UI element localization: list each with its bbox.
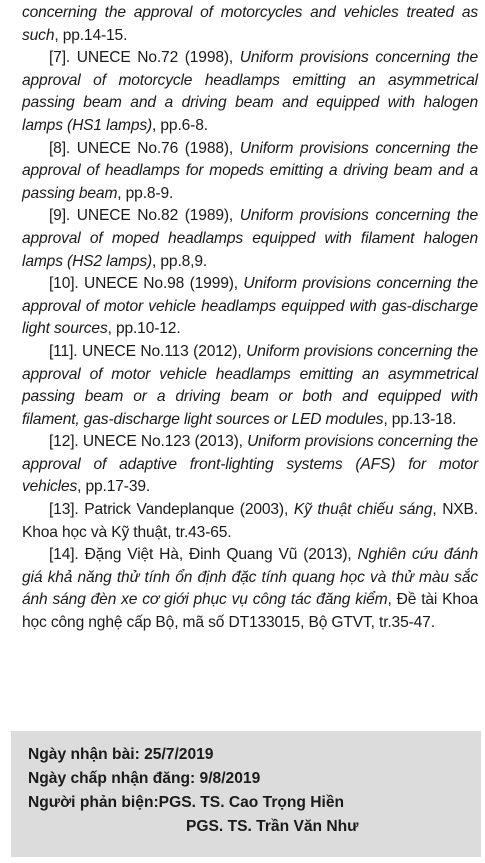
- reference-number: [13].: [49, 501, 79, 519]
- reference-authors: Đặng Việt Hà, Đinh Quang Vũ (2013),: [78, 546, 358, 564]
- reference-title: Uniform provisions concerning the approval of motor vehicle headlamps emitting an asymmetrical passing beam or a driving beam or both and equipped with filament, gas-discharge light sources or LED modules: [22, 342, 478, 428]
- reference-authors: UNECE No.123 (2013),: [78, 433, 248, 451]
- reference-tail: , Đề tài Khoa học công nghệ cấp Bộ, mã số DT133015, Bộ GTVT, tr.35-47.: [22, 591, 478, 632]
- reference-10: [22, 273, 478, 341]
- reference-list: [22, 2, 478, 635]
- article-info-content: [28, 743, 358, 839]
- reference-authors: Patrick Vandeplanque (2003),: [78, 501, 294, 519]
- reference-14: [22, 544, 478, 634]
- reference-title: Nghiên cứu đánh giá khả năng thử tính ổn định đặc tính quang học và thử màu sắc ánh sáng đèn xe cơ giới phục vụ công tác đăng kiểm: [22, 546, 479, 609]
- reference-title: concerning the approval of motorcycles and vehicles treated as such: [22, 4, 478, 44]
- reviewer-name-2: PGS. TS. Trần Văn Như: [186, 818, 359, 835]
- reference-authors: UNECE No.98 (1999),: [78, 275, 244, 293]
- reference-title: Uniform provisions concerning the approval of motor vehicle headlamps equipped with gas-discharge light sources: [22, 275, 478, 338]
- reference-8: [22, 138, 478, 206]
- reference-11: [22, 341, 478, 431]
- reference-title: Uniform provisions concerning the approval of headlamps for mopeds emitting a driving beam and a passing beam: [22, 139, 478, 202]
- reference-authors: UNECE No.113 (2012),: [77, 342, 247, 360]
- reference-title: Uniform provisions concerning the approval of adaptive front-lighting systems (AFS) for motor vehicles: [22, 433, 478, 496]
- reference-tail: , pp.10-12.: [107, 320, 181, 338]
- reference-13: [22, 499, 478, 544]
- reviewer-line: [28, 791, 358, 815]
- reference-authors: UNECE No.72 (1998),: [70, 49, 240, 67]
- reference-number: [10].: [49, 275, 79, 293]
- reference-title: Kỹ thuật chiếu sáng: [293, 501, 433, 519]
- reference-number: [11].: [49, 342, 78, 360]
- reference-tail: , pp.8-9.: [117, 184, 174, 202]
- reference-tail: , pp.8,9.: [152, 252, 208, 270]
- reference-tail: , pp.13-18.: [383, 410, 457, 428]
- reviewer-label: Người phản biện:: [28, 794, 159, 811]
- reference-title: Uniform provisions concerning the approval of moped headlamps equipped with filament halogen lamps (HS2 lamps): [22, 207, 478, 270]
- received-date: Ngày nhận bài: 25/7/2019: [28, 746, 214, 763]
- article-info-box: [11, 731, 481, 857]
- reference-number: [12].: [49, 433, 79, 451]
- reference-7: [22, 47, 478, 137]
- reference-number: [7].: [49, 49, 71, 67]
- reference-tail: , pp.14-15.: [54, 26, 128, 44]
- accepted-date: Ngày chấp nhận đăng: 9/8/2019: [28, 770, 261, 787]
- reference-tail: , pp.6-8.: [152, 116, 208, 134]
- reference-title: Uniform provisions concerning the approval of motorcycle headlamps emitting an asymmetrical passing beam and a driving beam and equipped with halogen lamps (HS1 lamps): [22, 49, 478, 134]
- reference-12: [22, 431, 478, 499]
- reference-authors: UNECE No.82 (1989),: [70, 207, 240, 225]
- reviewer-name-1: PGS. TS. Cao Trọng Hiền: [158, 794, 345, 811]
- reference-9: [22, 205, 478, 273]
- reference-number: [14].: [49, 546, 79, 564]
- reference-tail: , pp.17-39.: [77, 478, 151, 496]
- reference-6-continuation: [22, 2, 478, 47]
- reference-number: [9].: [49, 207, 71, 225]
- reference-authors: UNECE No.76 (1988),: [70, 139, 240, 157]
- reference-tail: , NXB. Khoa học và Kỹ thuật, tr.43-65.: [22, 501, 478, 541]
- reference-number: [8].: [49, 139, 71, 157]
